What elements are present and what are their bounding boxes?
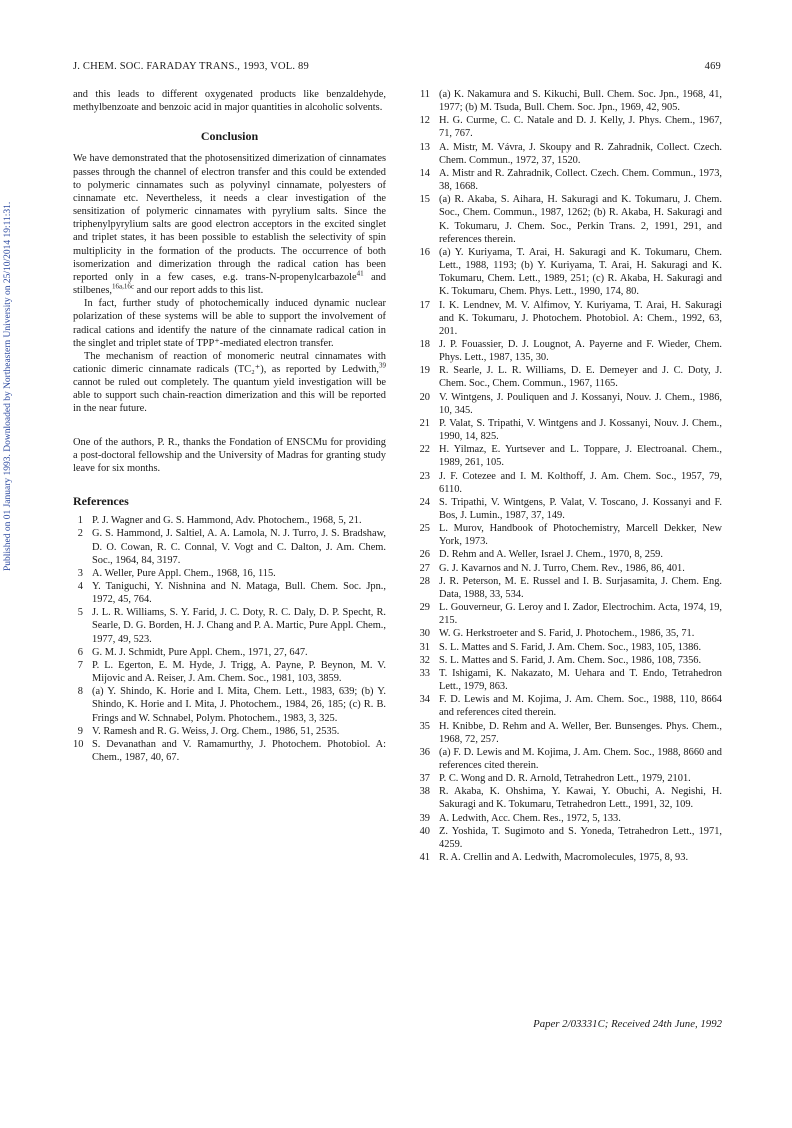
reference-text: J. L. R. Williams, S. Y. Farid, J. C. Doty, R. C. Daly, D. P. Specht, R. Searle, D. G. Borden, H. J. Chang and P. A. Martic, Pure Appl. Chem., 1977, 49, 523.: [92, 607, 386, 645]
paper-received-note: Paper 2/03331C; Received 24th June, 1992: [533, 1018, 722, 1030]
reference-text: S. L. Mattes and S. Farid, J. Am. Chem. Soc., 1983, 105, 1386.: [439, 641, 702, 653]
reference-text: (a) F. D. Lewis and M. Kojima, J. Am. Chem. Soc., 1988, 8660 and references cited therein.: [439, 746, 722, 771]
reference-item: [408, 299, 722, 338]
reference-text: S. Devanathan and V. Ramamurthy, J. Photochem. Photobiol. A: Chem., 1987, 40, 67.: [92, 738, 386, 764]
reference-number: 18: [419, 338, 430, 350]
reference-number: 9: [77, 725, 83, 737]
reference-text: H. Yilmaz, E. Yurtsever and L. Toppare, J. Electroanal. Chem., 1989, 261, 105.: [439, 444, 722, 469]
reference-item: [408, 601, 722, 627]
reference-number: 21: [419, 417, 430, 429]
reference-number: 38: [419, 786, 430, 798]
reference-item: [408, 114, 722, 140]
reference-item: [408, 391, 722, 417]
reference-number: 13: [419, 141, 430, 153]
reference-number: 8: [77, 686, 83, 698]
reference-text: J. R. Peterson, M. E. Russel and I. B. Surjasamita, J. Chem. Eng. Data, 1988, 33, 534.: [439, 575, 722, 600]
reference-number: 23: [419, 470, 430, 482]
reference-item: [408, 141, 722, 167]
reference-number: 27: [419, 562, 430, 574]
reference-number: 25: [419, 523, 430, 535]
reference-text: A. Mistr and R. Zahradnik, Collect. Czech. Chem. Commun., 1973, 38, 1668.: [439, 167, 722, 193]
reference-text: R. Akaba, K. Ohshima, Y. Kawai, Y. Obuchi, A. Negishi, H. Sakuragi and K. Tokumaru, Tetrahedron Lett., 1991, 32, 109.: [439, 786, 722, 811]
right-column: [408, 88, 722, 864]
reference-item: [408, 627, 722, 640]
reference-text: G. J. Kavarnos and N. J. Turro, Chem. Rev., 1986, 86, 401.: [439, 562, 685, 574]
conclusion-paragraph-1: We have demonstrated that the photosensitized dimerization of cinnamates passes through the channel of electron transfer and this could be extended to polymeric cinnamates such as polyvinyl cinnamate, polyesters of cinnamate etc. Nevertheless, it needs a clear investigation of the sensitization of polymeric cinnamates with pyrylium salts. Since the triphenylpyrylium salts are good electron acceptors in the excited singlet and triplet states, it has been possible to establish the selectivity of spin multiplicity in the formation of the products. The occurrence of both isomerization and dimerization through the radical cation has been reported only in a few cases, e.g. trans-N-propenylcarbazole$^{41}$ and stilbenes,$^{16a,16c}$ and our report adds to this list.: [73, 153, 387, 297]
reference-item: [73, 580, 386, 606]
reference-number: 37: [419, 773, 430, 785]
reference-text: A. Weller, Pure Appl. Chem., 1968, 16, 115.: [92, 567, 276, 579]
reference-item: [408, 167, 722, 193]
reference-text: P. L. Egerton, E. M. Hyde, J. Trigg, A. Payne, P. Beynon, M. V. Mijovic and A. Reiser, J. Am. Chem. Soc., 1981, 103, 3859.: [92, 659, 386, 685]
reference-text: (a) Y. Shindo, K. Horie and I. Mita, Chem. Lett., 1983, 639; (b) Y. Shindo, K. Horie and I. Mita, J. Photochem., 1984, 26, 185; (c) R. B. Frings and W. Schnabel, Polym. Photochem., 1983, 3, 325.: [92, 686, 386, 724]
reference-number: 30: [419, 628, 430, 640]
reference-number: 10: [73, 738, 84, 750]
page-number: 469: [704, 61, 721, 72]
reference-item: [73, 659, 386, 685]
reference-number: 2: [77, 528, 83, 540]
left-column: [73, 88, 386, 764]
reference-text: Y. Taniguchi, Y. Nishnina and N. Mataga, Bull. Chem. Soc. Jpn., 1972, 45, 764.: [92, 581, 386, 606]
reference-text: A. Ledwith, Acc. Chem. Res., 1972, 5, 133.: [439, 812, 621, 824]
reference-item: [408, 470, 722, 496]
reference-text: A. Mistr, M. Vávra, J. Skoupy and R. Zahradnik, Collect. Czech. Chem. Commun., 1972, 37, 1520.: [439, 141, 722, 166]
reference-item: [73, 738, 386, 764]
reference-item: [408, 575, 722, 601]
reference-item: [73, 527, 386, 566]
reference-text: V. Ramesh and R. G. Weiss, J. Org. Chem., 1986, 51, 2535.: [92, 725, 340, 737]
reference-item: [408, 693, 722, 719]
reference-text: S. Tripathi, V. Wintgens, P. Valat, V. Toscano, J. Kossanyi and F. Bos, J. Lumin., 1987, 37, 149.: [439, 496, 722, 521]
reference-text: L. Gouverneur, G. Leroy and I. Zador, Electrochim. Acta, 1974, 19, 215.: [439, 602, 722, 627]
reference-text: W. G. Herkstroeter and S. Farid, J. Photochem., 1986, 35, 71.: [439, 628, 695, 640]
intro-paragraph: and this leads to different oxygenated products like benzaldehyde, methylbenzoate and benzoic acid in major quantities in alcoholic solvents.: [73, 89, 386, 114]
reference-number: 41: [419, 852, 430, 864]
reference-text: Z. Yoshida, T. Sugimoto and S. Yoneda, Tetrahedron Lett., 1971, 4259.: [439, 825, 722, 850]
reference-item: [73, 725, 386, 738]
reference-item: [73, 646, 386, 659]
reference-text: I. K. Lendnev, M. V. Alfimov, Y. Kuriyama, T. Arai, H. Sakuragi and K. Tokumaru, J. Photochem. Photobiol. A: Chem., 1992, 63, 201.: [439, 299, 722, 337]
reference-number: 24: [419, 496, 430, 508]
reference-item: [408, 812, 722, 825]
reference-text: V. Wintgens, J. Pouliquen and J. Kossanyi, Nouv. J. Chem., 1986, 10, 345.: [439, 391, 722, 416]
reference-item: [408, 193, 722, 246]
reference-number: 22: [419, 444, 430, 456]
reference-text: P. Valat, S. Tripathi, V. Wintgens and J. Kossanyi, Nouv. J. Chem., 1990, 14, 825.: [439, 417, 722, 443]
reference-text: P. C. Wong and D. R. Arnold, Tetrahedron Lett., 1979, 2101.: [439, 773, 691, 785]
reference-item: [408, 562, 722, 575]
reference-item: [408, 667, 722, 693]
reference-number: 1: [77, 515, 83, 527]
reference-number: 11: [419, 89, 430, 100]
reference-text: J. F. Cotezee and I. M. Kolthoff, J. Am. Chem. Soc., 1957, 79, 6110.: [439, 470, 722, 495]
reference-item: [408, 720, 722, 746]
acknowledgement: One of the authors, P. R., thanks the Fondation of ENSCMu for providing a post-doctoral fellowship and the University of Madras for granting study leave for six months.: [73, 436, 386, 474]
reference-number: 3: [77, 567, 83, 579]
reference-item: [408, 522, 722, 548]
reference-list-right: [408, 88, 722, 864]
reference-number: 28: [419, 575, 430, 587]
reference-number: 15: [419, 194, 430, 206]
reference-number: 4: [77, 581, 83, 592]
references-heading: References: [73, 494, 129, 509]
reference-text: P. J. Wagner and G. S. Hammond, Adv. Photochem., 1968, 5, 21.: [92, 515, 362, 527]
reference-number: 17: [419, 299, 430, 311]
reference-item: [408, 654, 722, 667]
reference-list-left: [73, 514, 386, 764]
reference-item: [408, 364, 722, 390]
reference-number: 40: [419, 825, 430, 837]
reference-item: [408, 338, 722, 364]
reference-number: 31: [419, 641, 430, 653]
reference-item: [408, 443, 722, 469]
reference-item: [408, 417, 722, 443]
reference-text: R. Searle, J. L. R. Williams, D. E. Demeyer and J. C. Doty, J. Chem. Soc., Chem. Commun., 1967, 1165.: [439, 365, 722, 390]
reference-text: R. A. Crellin and A. Ledwith, Macromolecules, 1975, 8, 93.: [439, 852, 689, 864]
reference-number: 35: [419, 720, 430, 732]
reference-text: T. Ishigami, K. Nakazato, M. Uehara and T. Endo, Tetrahedron Lett., 1979, 863.: [439, 667, 722, 693]
conclusion-paragraph-3: The mechanism of reaction of monomeric neutral cinnamates with cationic dimeric cinnamate radicals (TC₂⁺), as reported by Ledwith,$^{39}$ cannot be ruled out completely. The quantum yield investigation will be able to support such chain-reaction dimerization and this will be reported in the near future.: [73, 350, 386, 415]
reference-item: [408, 746, 722, 772]
conclusion-heading: Conclusion: [200, 129, 259, 144]
reference-text: (a) K. Nakamura and S. Kikuchi, Bull. Chem. Soc. Jpn., 1968, 41, 1977; (b) M. Tsuda, Bull. Chem. Soc. Jpn., 1969, 42, 905.: [439, 89, 722, 114]
reference-text: S. L. Mattes and S. Farid, J. Am. Chem. Soc., 1986, 108, 7356.: [439, 654, 702, 666]
reference-number: 7: [77, 659, 83, 671]
reference-number: 32: [419, 654, 430, 666]
reference-item: [408, 851, 722, 864]
reference-item: [408, 548, 722, 561]
reference-number: 6: [77, 646, 83, 658]
reference-item: [408, 88, 722, 114]
reference-number: 16: [419, 246, 430, 258]
journal-citation: J. CHEM. SOC. FARADAY TRANS., 1993, VOL. 89: [73, 61, 309, 72]
reference-text: H. Knibbe, D. Rehm and A. Weller, Ber. Bunsenges. Phys. Chem., 1968, 72, 257.: [439, 720, 722, 745]
reference-item: [408, 641, 722, 654]
reference-number: 20: [419, 391, 430, 403]
reference-text: (a) R. Akaba, S. Aihara, H. Sakuragi and K. Tokumaru, J. Chem. Soc., Chem. Commun., 1987, 1262; (b) R. Akaba, H. Sakuragi and K. Tokumaru, J. Chem. Soc., Perkin Trans. 2, 1991, 291, and references therein.: [439, 194, 722, 245]
reference-number: 33: [419, 667, 430, 679]
reference-item: [73, 685, 386, 724]
reference-number: 14: [419, 167, 430, 179]
reference-item: [408, 785, 722, 811]
reference-item: [73, 567, 386, 580]
reference-number: 12: [419, 115, 430, 127]
reference-item: [73, 514, 386, 527]
reference-item: [408, 772, 722, 785]
reference-number: 19: [419, 365, 430, 377]
reference-number: 39: [419, 812, 430, 824]
reference-text: D. Rehm and A. Weller, Israel J. Chem., 1970, 8, 259.: [439, 549, 663, 561]
reference-text: G. S. Hammond, J. Saltiel, A. A. Lamola, N. J. Turro, J. S. Bradshaw, D. O. Cowan, R. C. Connal, V. Vogt and C. Dalton, J. Am. Chem. Soc., 1964, 84, 3197.: [92, 528, 386, 566]
reference-item: [408, 496, 722, 522]
reference-number: 26: [419, 549, 430, 561]
download-watermark: Published on 01 January 1993. Downloaded by Northeastern University on 25/10/2014 19:11:31.: [3, 201, 13, 571]
reference-item: [408, 246, 722, 299]
reference-text: (a) Y. Kuriyama, T. Arai, H. Sakuragi and K. Tokumaru, Chem. Lett., 1988, 1193; (b) Y. Kuriyama, T. Arai, H. Sakuragi and K. Tokumaru, Chem. Lett., 1989, 251; (c) R. Akaba, H. Sakuragi and K. Tokumaru, Chem. Phys. Lett., 1990, 174, 80.: [439, 246, 722, 298]
reference-text: J. P. Fouassier, D. J. Lougnot, A. Payerne and F. Wieder, Chem. Phys. Lett., 1987, 135, 30.: [439, 338, 722, 364]
reference-number: 36: [419, 746, 430, 758]
reference-number: 29: [419, 602, 430, 614]
conclusion-paragraph-2: In fact, further study of photochemically induced dynamic nuclear polarization of these systems will be able to support the involvement of radical cations and identify the nature of the cinnamate radical cation in the singlet and triplet state of TPP⁺-mediated electron transfer.: [73, 298, 386, 349]
reference-item: [408, 825, 722, 851]
running-header: [73, 61, 721, 72]
reference-text: H. G. Curme, C. C. Natale and D. J. Kelly, J. Phys. Chem., 1967, 71, 767.: [439, 115, 722, 140]
reference-number: 5: [77, 607, 83, 619]
reference-number: 34: [419, 694, 430, 706]
reference-text: F. D. Lewis and M. Kojima, J. Am. Chem. Soc., 1988, 110, 8664 and references cited therein.: [439, 694, 722, 719]
reference-text: L. Murov, Handbook of Photochemistry, Marcell Dekker, New York, 1973.: [439, 523, 722, 548]
reference-item: [73, 606, 386, 645]
reference-text: G. M. J. Schmidt, Pure Appl. Chem., 1971, 27, 647.: [92, 646, 308, 658]
